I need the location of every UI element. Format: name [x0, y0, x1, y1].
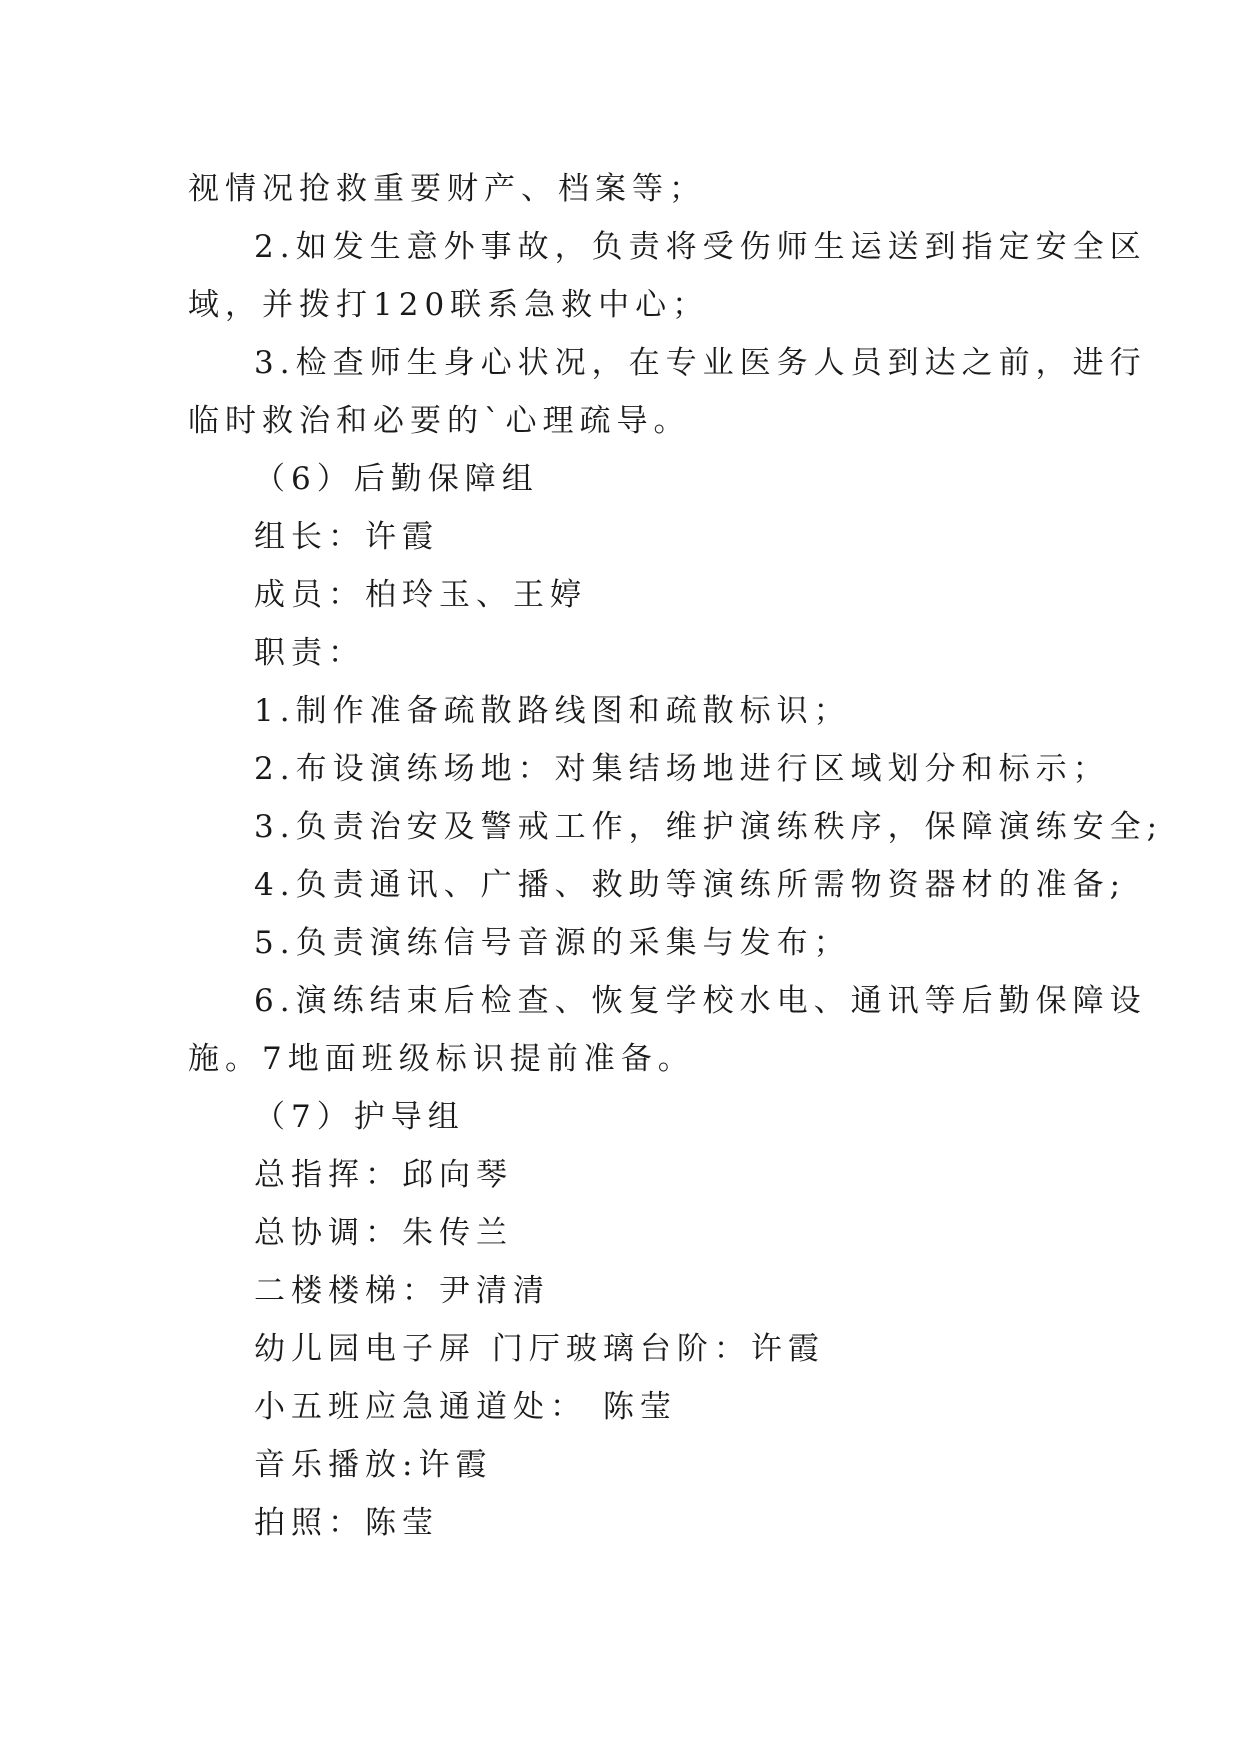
- text-line: 4.负责通讯、广播、救助等演练所需物资器材的准备;: [254, 867, 1127, 903]
- text-line: 临时救治和必要的`心理疏导。: [188, 403, 691, 439]
- text-line: 施。7地面班级标识提前准备。: [188, 1041, 695, 1077]
- text-line: 幼儿园电子屏 门厅玻璃台阶：许霞: [254, 1331, 825, 1367]
- text-line: 组长：许霞: [254, 519, 439, 555]
- text-line: 视情况抢救重要财产、档案等；: [188, 171, 706, 207]
- text-line: 职责：: [254, 635, 365, 671]
- text-line: 拍照：陈莹: [254, 1505, 439, 1541]
- text-line: 3.检查师生身心状况，在专业医务人员到达之前，进行: [254, 345, 1147, 381]
- section-heading: （6）后勤保障组: [254, 461, 539, 497]
- text-line: 域，并拨打120联系急救中心；: [188, 287, 710, 323]
- section-heading: （7）护导组: [254, 1099, 465, 1135]
- text-line: 3.负责治安及警戒工作，维护演练秩序，保障演练安全;: [254, 809, 1164, 845]
- text-line: 1.制作准备疏散路线图和疏散标识；: [254, 693, 851, 729]
- text-line: 6.演练结束后检查、恢复学校水电、通讯等后勤保障设: [254, 983, 1147, 1019]
- text-line: 成员：柏玲玉、王婷: [254, 577, 587, 613]
- document-body: [188, 160, 1164, 1552]
- text-line: 小五班应急通道处： 陈莹: [254, 1389, 677, 1425]
- text-line: 5.负责演练信号音源的采集与发布；: [254, 925, 851, 961]
- text-line: 2.如发生意外事故，负责将受伤师生运送到指定安全区: [254, 229, 1147, 265]
- text-line: 总指挥：邱向琴: [254, 1157, 513, 1193]
- text-line: 总协调：朱传兰: [254, 1215, 513, 1251]
- text-line: 音乐播放:许霞: [254, 1447, 493, 1483]
- text-line: 2.布设演练场地：对集结场地进行区域划分和标示；: [254, 751, 1110, 787]
- text-line: 二楼楼梯：尹清清: [254, 1273, 550, 1309]
